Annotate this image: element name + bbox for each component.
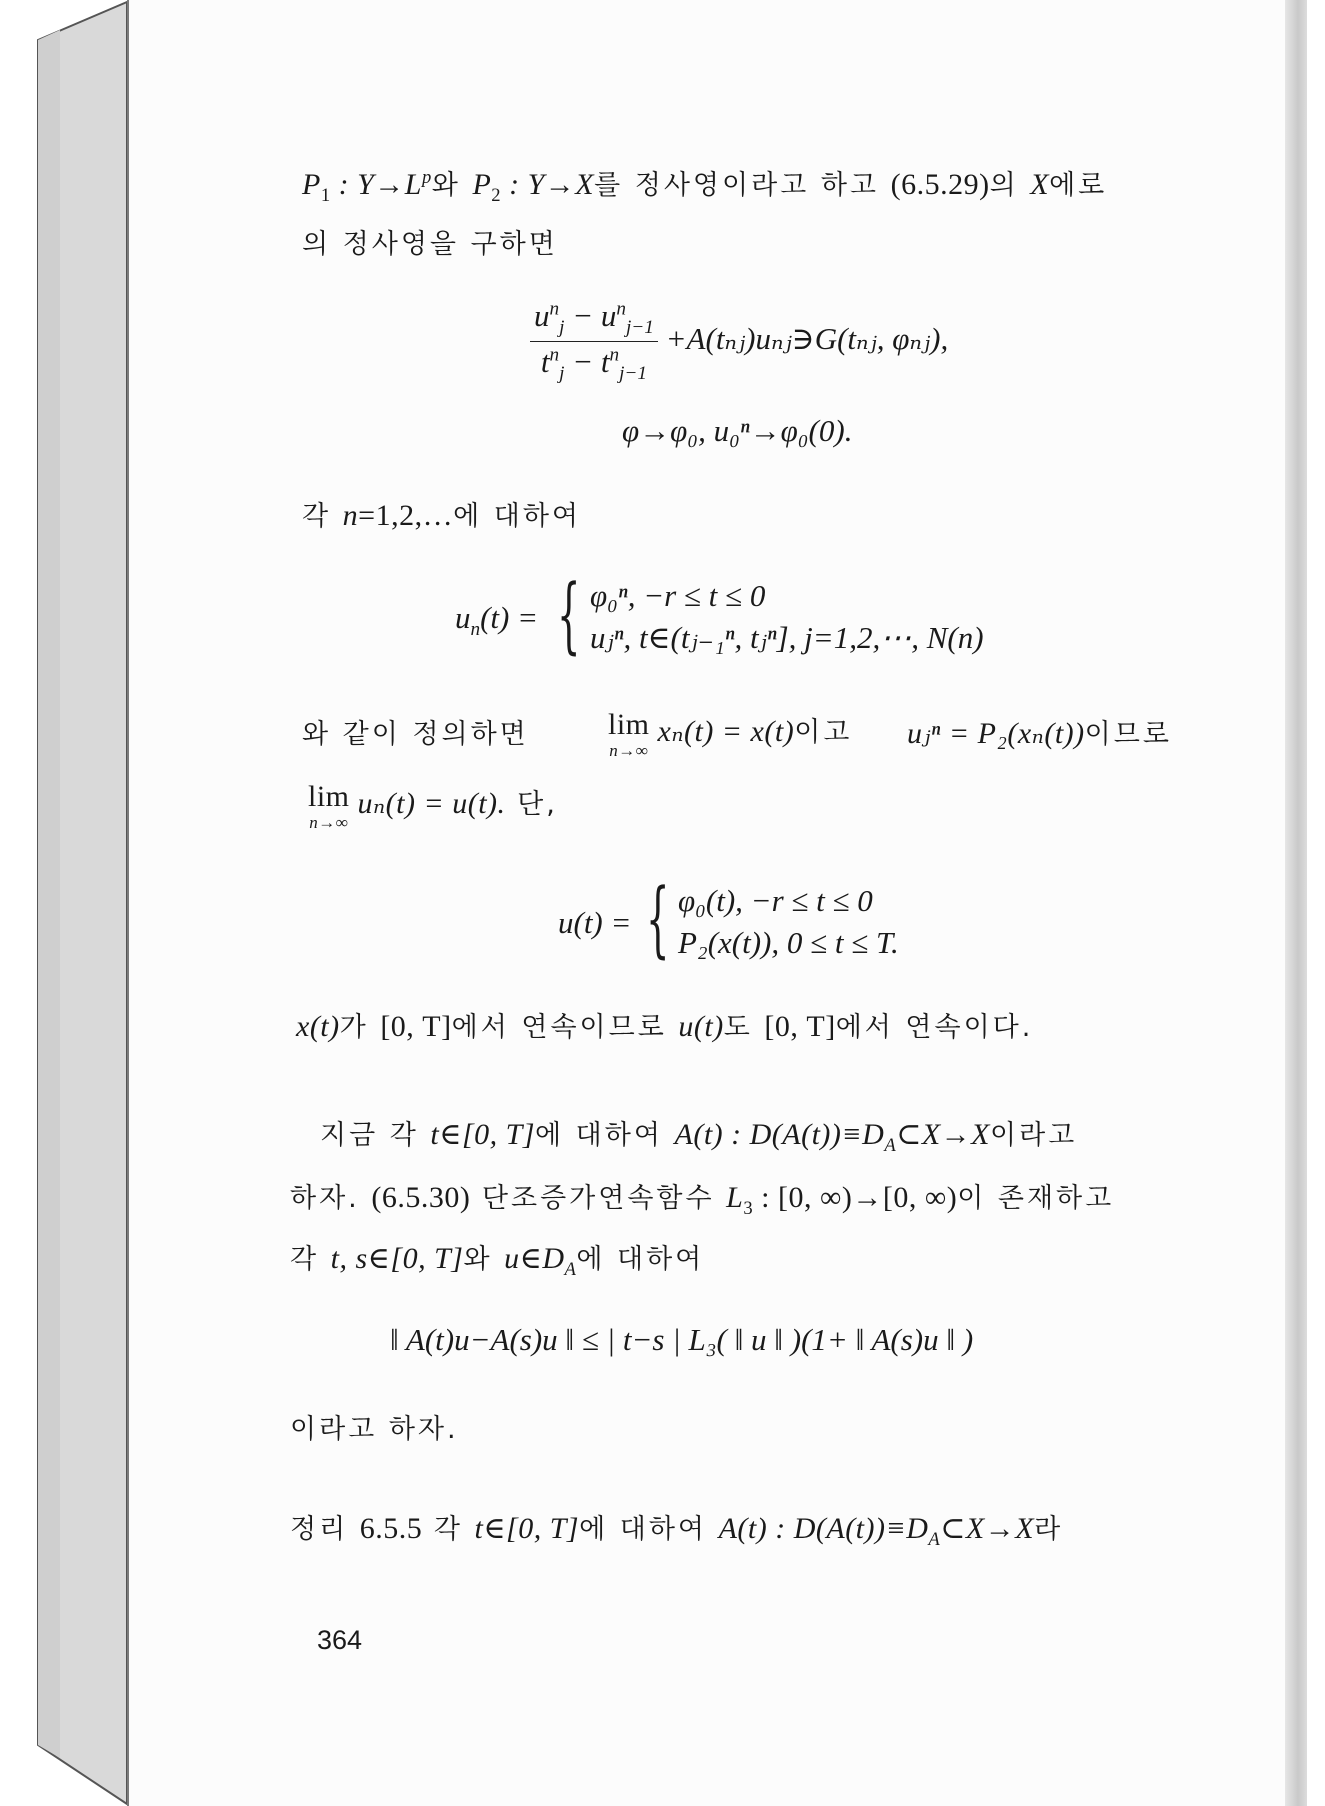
equation-initial-conditions: φ→φ₀, u₀ⁿ→φ₀(0).	[622, 413, 853, 448]
text-line-1: $P_1$ : $Y\to L^p$와 $P_2$ : Y→X를 정사영이라고 하고 (6.5.29)의 X에로	[302, 167, 1108, 206]
text-line-3: 각 n=1,2,…에 대하여	[302, 499, 582, 532]
text-line-7: 지금 각 t∈[0, T]에 대하여 A(t) : $D(A(t))\equiv D_A\subset X\to X$이라고	[320, 1118, 1078, 1156]
text-line-4-tail: uⱼⁿ = P₂(xₙ(t))이므로	[907, 717, 1172, 750]
equation-rhs: +A(tₙⱼ)uₙⱼ∋G(tₙⱼ, φₙⱼ),	[665, 320, 949, 356]
equation-un-lhs: $u_n(t)$ =	[455, 600, 539, 641]
text-line-5: lim n→∞ uₙ(t) = u(t). 단,	[308, 780, 558, 832]
left-brace: {	[646, 872, 670, 967]
equation-lipschitz-condition: ‖ A(t)u−A(s)u ‖ ≤ | t−s | L₃( ‖ u ‖ )(1+ ‖ A(s)u ‖ )	[390, 1322, 974, 1357]
text-line-10: 이라고 하자.	[290, 1414, 459, 1445]
fraction: $\frac{u^n_j - u^n_{j-1}}{t^n_j - t^n_{j-1}}$	[530, 298, 658, 385]
left-brace: {	[557, 568, 581, 663]
equation-un-case-2: uⱼⁿ, t∈(tⱼ₋₁ⁿ, tⱼⁿ], j=1,2,⋯, N(n)	[590, 620, 984, 655]
text-line-2: 의 정사영을 구하면	[302, 229, 558, 260]
text-line-4: 와 같이 정의하면	[302, 719, 529, 750]
page-number: 364	[317, 1625, 363, 1655]
text-line-8: 하자. (6.5.30) 단조증가연속함수 $L_3$ : [0, ∞)→[0, ∞)이 존재하고	[290, 1181, 1115, 1219]
equation-u-case-2: P₂(x(t)), 0 ≤ t ≤ T.	[678, 925, 899, 960]
equation-un-case-1: φ₀ⁿ, −r ≤ t ≤ 0	[590, 578, 766, 613]
limit-expression-x: lim n→∞ xₙ(t) = x(t)이고	[608, 708, 853, 760]
text-line-6: x(t)가 [0, T]에서 연속이므로 u(t)도 [0, T]에서 연속이다.	[296, 1010, 1034, 1043]
equation-u-lhs: u(t) =	[558, 905, 632, 940]
equation-u-case-1: φ₀(t), −r ≤ t ≤ 0	[678, 883, 873, 918]
equation-difference-quotient	[530, 298, 948, 385]
text-line-9: 각 t, s∈[0, T]와 $u\in D_A$에 대하여	[290, 1242, 705, 1280]
theorem-statement: 정리 6.5.5 각 t∈[0, T]에 대하여 A(t) : $D(A(t))\equiv D_A\subset X\to X$라	[290, 1512, 1064, 1550]
